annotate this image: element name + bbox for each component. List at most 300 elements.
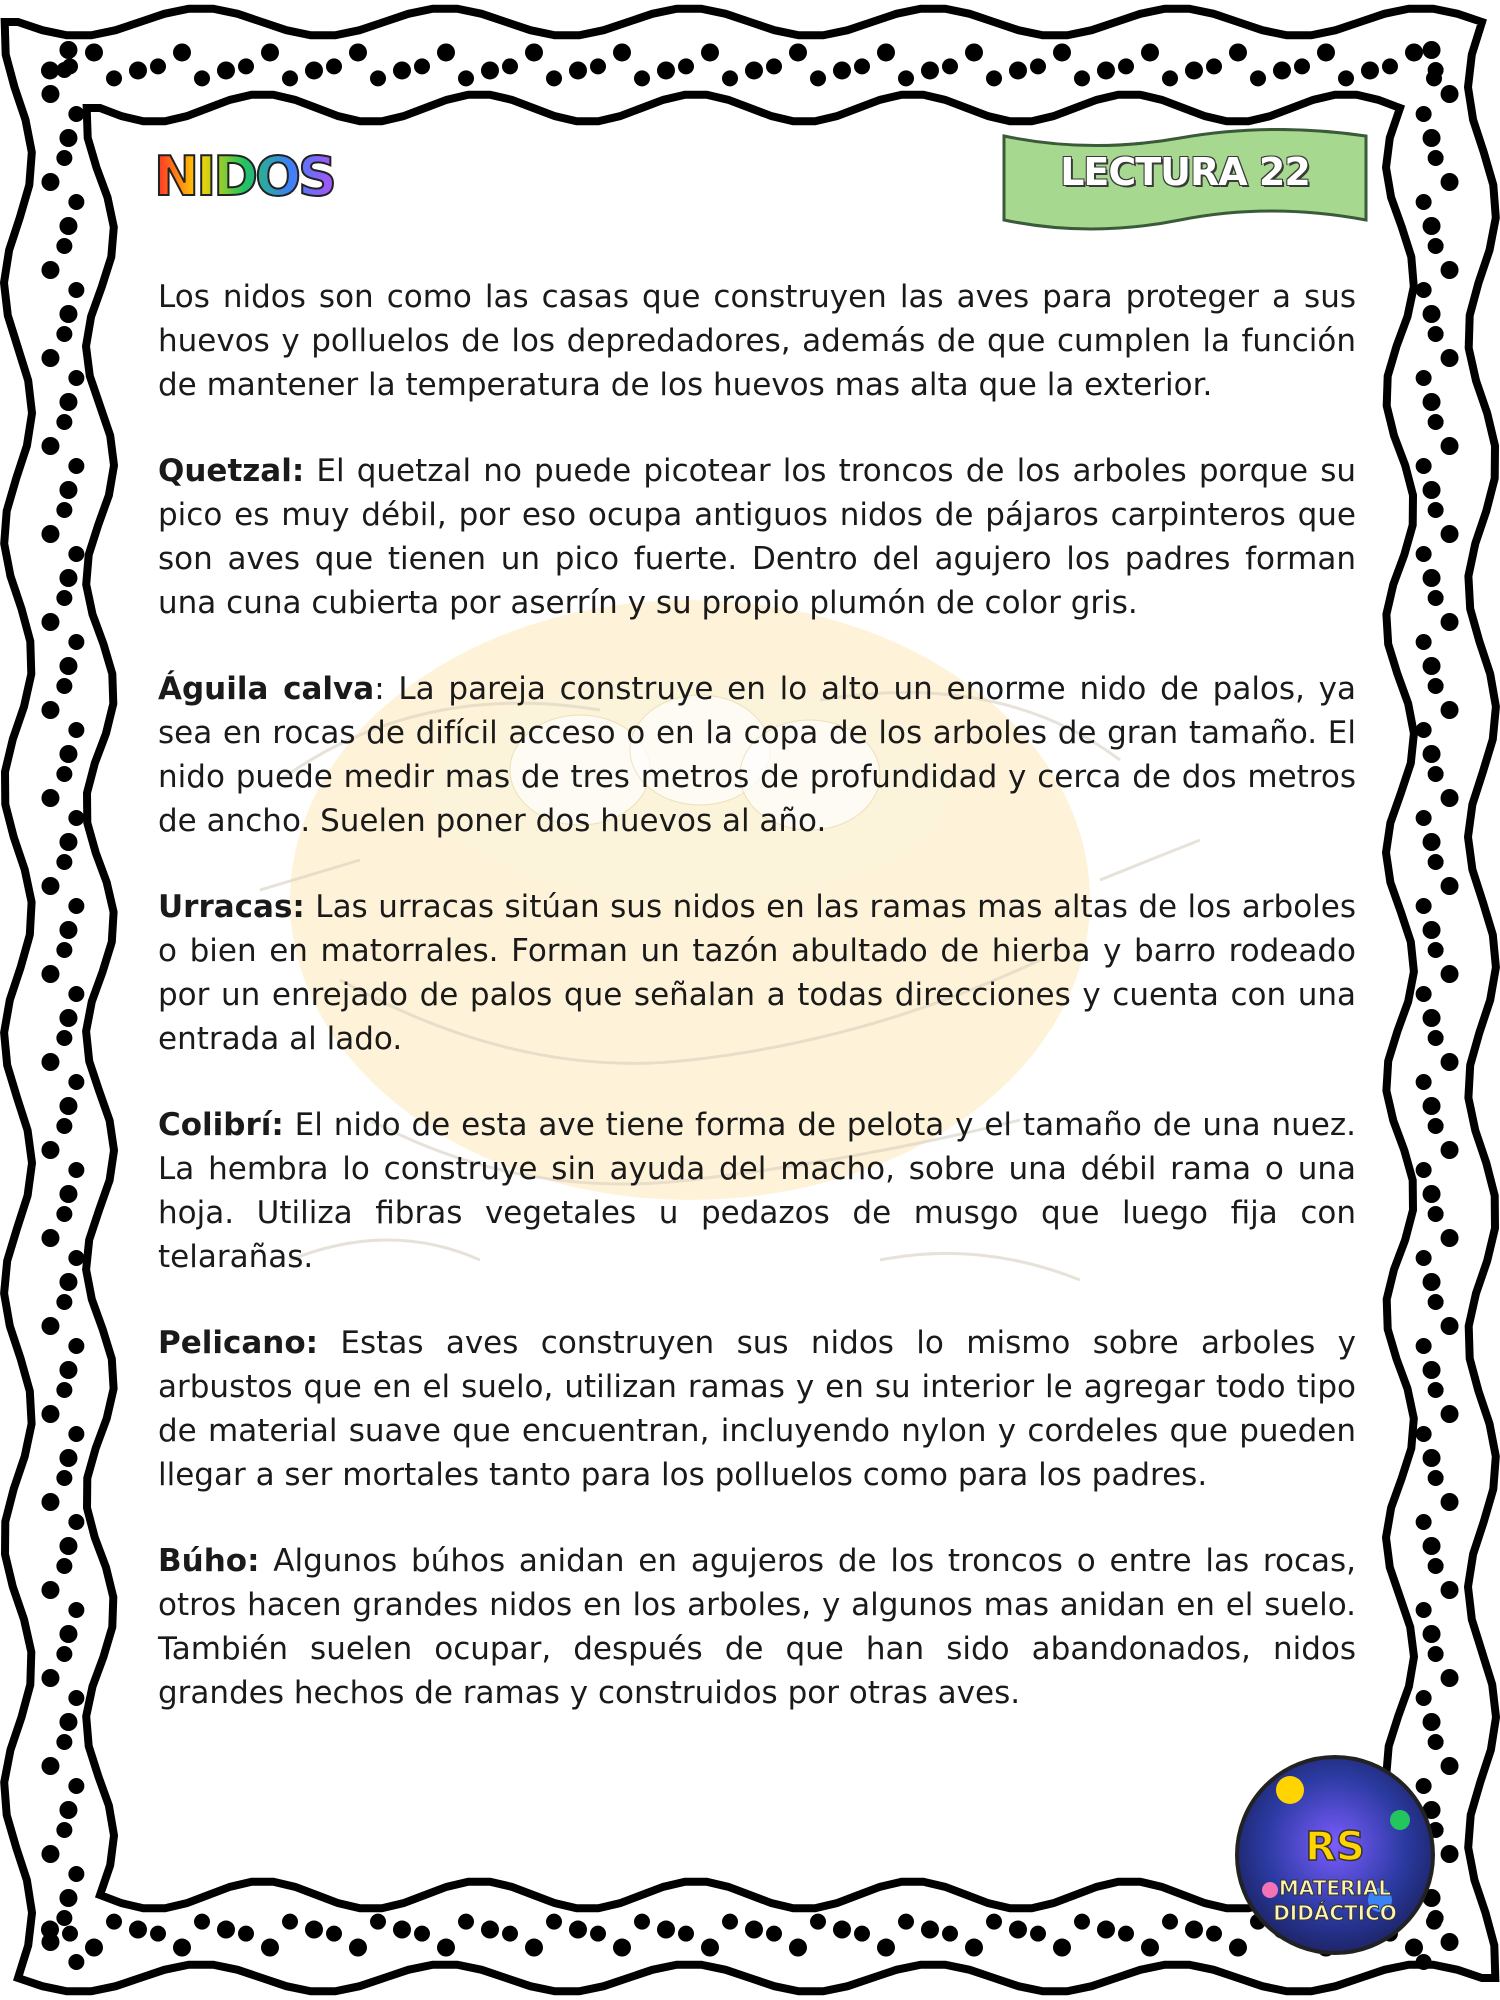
frame-dot [569,1921,587,1939]
frame-dot [56,1646,72,1662]
frame-dot [56,414,72,430]
frame-dot [41,877,59,895]
frame-dot [56,1294,72,1310]
frame-dot [1416,1514,1432,1530]
frame-dot [59,1009,77,1027]
section-text: Las urracas sitúan sus nidos en las ramas mas altas de los arboles o bien en matorrales. Forman un tazón abultado de hierba y barro rodeado por un enrejado de palos que señalan a todas direcciones y cuenta con una entrada al lado. [158,889,1356,1057]
frame-dot [68,1250,84,1266]
frame-dot [305,1921,323,1939]
section-term: Águila calva [158,671,375,707]
frame-dot [59,305,77,323]
frame-dot [56,1118,72,1134]
frame-dot [1009,61,1027,79]
frame-dot [1428,62,1444,78]
frame-dot [1416,1426,1432,1442]
frame-dot [1416,282,1432,298]
frame-dot [590,58,606,74]
frame-dot [1441,349,1459,367]
title-logo [150,140,350,210]
frame-dot [1416,546,1432,562]
frame-dot [657,61,675,79]
frame-dot [437,43,455,61]
frame-dot [1416,810,1432,826]
frame-dot [68,986,84,1002]
frame-dot [1441,1317,1459,1335]
frame-dot [613,43,631,61]
frame-dot [1423,569,1441,587]
frame-dot [326,1926,342,1942]
frame-dot [56,590,72,606]
frame-dot [68,282,84,298]
frame-dot [1428,1030,1444,1046]
section-quetzal [158,449,1356,625]
frame-dot [56,854,72,870]
frame-dot [854,58,870,74]
frame-dot [1294,58,1310,74]
frame-dot [41,85,59,103]
frame-dot [1206,1926,1222,1942]
section-text: Estas aves construyen sus nidos lo mismo sobre arboles y arbustos que en el suelo, utilizan ramas y en su interior le agregar todo tipo de material suave que encuentran, incluyendo nylon y cordeles que pueden llegar a ser mortales tanto para los polluelos como para los padres. [158,1325,1356,1493]
frame-dot [678,58,694,74]
frame-dot [326,58,342,74]
frame-dot [56,238,72,254]
frame-dot [613,1939,631,1957]
section-text: El nido de esta ave tiene forma de pelota y el tamaño de una nuez. La hembra lo construye sin ayuda del macho, sobre una débil rama o una hoja. Utiliza fibras vegetales u pedazos de musgo que luego fija con telarañas. [158,1107,1356,1275]
frame-dot [1428,1470,1444,1486]
frame-dot [41,789,59,807]
frame-dot [766,1926,782,1942]
frame-dot [1441,1845,1459,1863]
frame-dot [68,1954,84,1970]
frame-dot [129,61,147,79]
frame-dot [810,70,826,86]
frame-dot [68,1690,84,1706]
frame-dot [1030,58,1046,74]
frame-dot [1141,1939,1159,1957]
frame-dot [349,1939,367,1957]
frame-dot [68,1866,84,1882]
frame-dot [1441,437,1459,455]
frame-dot [56,1030,72,1046]
frame-dot [41,349,59,367]
frame-dot [722,1914,738,1930]
page-title: NIDOS [154,145,334,208]
frame-dot [1428,1294,1444,1310]
frame-dot [1416,722,1432,738]
reading-text [158,275,1356,1757]
frame-dot [1441,1053,1459,1071]
frame-dot [986,1914,1002,1930]
frame-dot [282,1914,298,1930]
frame-dot [59,1361,77,1379]
frame-dot [1097,1921,1115,1939]
frame-dot [59,1097,77,1115]
frame-dot [1428,1734,1444,1750]
frame-dot [1030,1926,1046,1942]
frame-dot [85,1939,103,1957]
material-didactico-logo [1230,1750,1440,1960]
frame-dot [1416,194,1432,210]
frame-dot [1423,1625,1441,1643]
frame-dot [1423,129,1441,147]
frame-dot [59,217,77,235]
frame-dot [41,1757,59,1775]
frame-dot [722,70,738,86]
frame-dot [921,1921,939,1939]
frame-dot [942,1926,958,1942]
frame-dot [1053,1939,1071,1957]
frame-dot [56,678,72,694]
frame-dot [590,1926,606,1942]
frame-dot [150,58,166,74]
frame-dot [59,657,77,675]
frame-dot [1382,58,1398,74]
frame-dot [370,70,386,86]
frame-dot [1423,1273,1441,1291]
frame-dot [1416,1162,1432,1178]
frame-dot [1118,58,1134,74]
frame-dot [238,58,254,74]
frame-dot [59,745,77,763]
frame-dot [56,1470,72,1486]
frame-dot [1428,590,1444,606]
frame-dot [1162,70,1178,86]
frame-dot [68,458,84,474]
frame-dot [41,1053,59,1071]
frame-dot [217,61,235,79]
frame-dot [194,1914,210,1930]
frame-dot [41,1845,59,1863]
frame-dot [1441,85,1459,103]
frame-dot [1416,106,1432,122]
frame-dot [1428,1646,1444,1662]
frame-dot [56,1382,72,1398]
frame-dot [1185,1921,1203,1939]
frame-dot [1405,43,1423,61]
frame-dot [1423,1097,1441,1115]
frame-dot [1428,766,1444,782]
frame-dot [1074,1914,1090,1930]
frame-dot [833,61,851,79]
frame-dot [789,1939,807,1957]
frame-dot [1441,789,1459,807]
frame-dot [481,61,499,79]
frame-dot [349,43,367,61]
stamp-line-material: MATERIAL [1278,1876,1392,1900]
frame-dot [569,61,587,79]
frame-dot [370,1914,386,1930]
frame-dot [41,1669,59,1687]
frame-dot [833,1921,851,1939]
frame-dot [1416,1074,1432,1090]
frame-dot [41,1933,59,1951]
frame-dot [1009,1921,1027,1939]
frame-dot [41,965,59,983]
frame-dot [41,701,59,719]
frame-dot [106,70,122,86]
frame-dot [1416,898,1432,914]
frame-dot [41,173,59,191]
frame-dot [1423,657,1441,675]
section-buho [158,1539,1356,1715]
frame-dot [1441,1669,1459,1687]
frame-dot [789,43,807,61]
frame-dot [1361,61,1379,79]
frame-dot [854,1926,870,1942]
frame-dot [458,1914,474,1930]
frame-dot [1423,833,1441,851]
frame-dot [238,1926,254,1942]
frame-dot [68,1426,84,1442]
frame-dot [41,261,59,279]
frame-dot [68,370,84,386]
frame-dot [1423,921,1441,939]
frame-dot [1416,1250,1432,1266]
frame-dot [1141,43,1159,61]
frame-dot [1423,1361,1441,1379]
section-urracas [158,885,1356,1061]
frame-dot [1416,458,1432,474]
section-text: : La pareja construye en lo alto un enorme nido de palos, ya sea en rocas de difícil acceso o en la copa de los arboles de gran tamaño. El nido puede medir mas de tres metros de profundidad y cerca de dos metros de ancho. Suelen poner dos huevos al año. [158,671,1357,839]
stamp-line-didactico: DIDÁCTICO [1273,1901,1397,1925]
section-text: El quetzal no puede picotear los troncos de los arboles porque su pico es muy débil, por eso ocupa antiguos nidos de pájaros carpinteros que son aves que tienen un pico fuerte. Dentro del agujero los padres forman una cuna cubierta por aserrín y su propio plumón de color gris. [158,453,1356,621]
frame-dot [56,150,72,166]
lecture-badge-label: LECTURA 22 [1060,150,1310,194]
stamp-initials: RS [1305,1824,1365,1870]
frame-dot [634,70,650,86]
frame-dot [68,1514,84,1530]
frame-dot [41,525,59,543]
frame-dot [1441,261,1459,279]
frame-dot [68,1338,84,1354]
frame-dot [59,129,77,147]
frame-dot [745,61,763,79]
frame-dot [261,43,279,61]
frame-dot [1428,502,1444,518]
frame-dot [921,61,939,79]
frame-dot [56,1822,72,1838]
frame-dot [56,766,72,782]
frame-dot [1250,70,1266,86]
frame-dot [59,1449,77,1467]
frame-dot [68,106,84,122]
frame-dot [1423,217,1441,235]
frame-dot [1441,1933,1459,1951]
frame-dot [1423,745,1441,763]
section-term: Búho: [158,1543,260,1579]
frame-dot [1423,393,1441,411]
frame-dot [68,546,84,562]
frame-dot [525,43,543,61]
frame-dot [261,1939,279,1957]
frame-dot [1162,1914,1178,1930]
frame-dot [150,1926,166,1942]
frame-dot [1441,877,1459,895]
frame-dot [1428,942,1444,958]
frame-dot [59,1889,77,1907]
frame-dot [502,58,518,74]
section-text: Algunos búhos anidan en agujeros de los troncos o entre las rocas, otros hacen grandes nidos en los arboles, y algunos mas anidan en el suelo. También suelen ocupar, después de que han sido abandonados, nidos grandes hechos de ramas y construidos por otras aves. [158,1543,1356,1711]
frame-dot [877,1939,895,1957]
frame-dot [1416,1338,1432,1354]
frame-dot [1428,1206,1444,1222]
frame-dot [41,1405,59,1423]
frame-dot [59,41,77,59]
section-aguila-calva [158,667,1356,843]
frame-dot [59,1713,77,1731]
section-pelicano [158,1321,1356,1497]
frame-dot [965,43,983,61]
frame-dot [1428,414,1444,430]
frame-dot [1428,678,1444,694]
frame-dot [56,1558,72,1574]
frame-dot [986,70,1002,86]
frame-dot [1423,481,1441,499]
frame-dot [1423,1537,1441,1555]
frame-dot [458,70,474,86]
frame-dot [502,1926,518,1942]
frame-dot [41,1317,59,1335]
frame-dot [41,61,59,79]
frame-dot [1428,150,1444,166]
intro-paragraph: Los nidos son como las casas que construyen las aves para proteger a sus huevos y polluelos de los depredadores, además de que cumplen la función de mantener la temperatura de los huevos mas alta que la exterior. [158,279,1356,403]
frame-dot [414,58,430,74]
frame-dot [898,1914,914,1930]
frame-dot [56,1206,72,1222]
frame-dot [68,194,84,210]
frame-dot [701,1939,719,1957]
frame-dot [129,1921,147,1939]
frame-dot [393,1921,411,1939]
frame-dot [68,810,84,826]
frame-dot [1416,986,1432,1002]
frame-dot [393,61,411,79]
frame-dot [1317,43,1335,61]
frame-dot [59,1537,77,1555]
section-term: Pelicano: [158,1325,319,1361]
frame-dot [217,1921,235,1939]
frame-dot [59,1273,77,1291]
frame-dot [1206,58,1222,74]
frame-dot [1338,70,1354,86]
frame-dot [414,1926,430,1942]
frame-dot [56,1734,72,1750]
frame-dot [766,58,782,74]
frame-dot [1441,525,1459,543]
frame-dot [1423,41,1441,59]
frame-dot [1185,61,1203,79]
frame-dot [59,393,77,411]
frame-dot [1423,1185,1441,1203]
frame-dot [1416,634,1432,650]
frame-dot [877,43,895,61]
frame-dot [634,1914,650,1930]
frame-dot [56,326,72,342]
section-term: Colibrí: [158,1107,284,1143]
frame-dot [68,722,84,738]
frame-dot [56,942,72,958]
frame-dot [194,70,210,86]
frame-dot [305,61,323,79]
frame-dot [173,43,191,61]
frame-dot [1441,173,1459,191]
frame-dot [1053,43,1071,61]
frame-dot [59,481,77,499]
frame-dot [41,1493,59,1511]
frame-dot [1423,1449,1441,1467]
frame-dot [1441,1757,1459,1775]
frame-dot [481,1921,499,1939]
frame-dot [1097,61,1115,79]
frame-dot [1273,61,1291,79]
frame-dot [1428,1118,1444,1134]
frame-dot [942,58,958,74]
frame-dot [85,43,103,61]
section-term: Quetzal: [158,453,305,489]
frame-dot [62,1926,78,1942]
frame-dot [1428,1382,1444,1398]
frame-dot [1416,1690,1432,1706]
frame-dot [965,1939,983,1957]
frame-dot [106,1914,122,1930]
frame-dot [1441,1229,1459,1247]
frame-dot [1423,305,1441,323]
frame-dot [1441,965,1459,983]
frame-dot [437,1939,455,1957]
frame-dot [546,1914,562,1930]
frame-dot [1441,1581,1459,1599]
sun-icon [1276,1776,1304,1804]
frame-dot [1423,1713,1441,1731]
frame-dot [1428,1558,1444,1574]
frame-dot [546,70,562,86]
frame-dot [678,1926,694,1942]
frame-dot [68,1602,84,1618]
frame-dot [1441,1493,1459,1511]
frame-dot [59,833,77,851]
frame-dot [68,1074,84,1090]
frame-dot [59,1625,77,1643]
frame-dot [1441,613,1459,631]
frame-dot [41,613,59,631]
frame-dot [41,437,59,455]
frame-dot [898,70,914,86]
frame-dot [1074,70,1090,86]
frame-dot [1428,854,1444,870]
frame-dot [1229,43,1247,61]
frame-dot [810,1914,826,1930]
frame-dot [68,634,84,650]
frame-dot [657,1921,675,1939]
frame-dot [1441,701,1459,719]
frame-dot [1428,238,1444,254]
frame-dot [525,1939,543,1957]
frame-dot [68,1162,84,1178]
frame-dot [745,1921,763,1939]
frame-dot [282,70,298,86]
frame-dot [1441,1405,1459,1423]
section-term: Urracas: [158,889,305,925]
frame-dot [56,502,72,518]
frame-dot [59,1185,77,1203]
frame-dot [59,569,77,587]
frame-dot [59,1801,77,1819]
frame-dot [56,62,72,78]
frame-dot [1118,1926,1134,1942]
frame-dot [1423,1009,1441,1027]
frame-dot [1416,1602,1432,1618]
frame-dot [41,1229,59,1247]
